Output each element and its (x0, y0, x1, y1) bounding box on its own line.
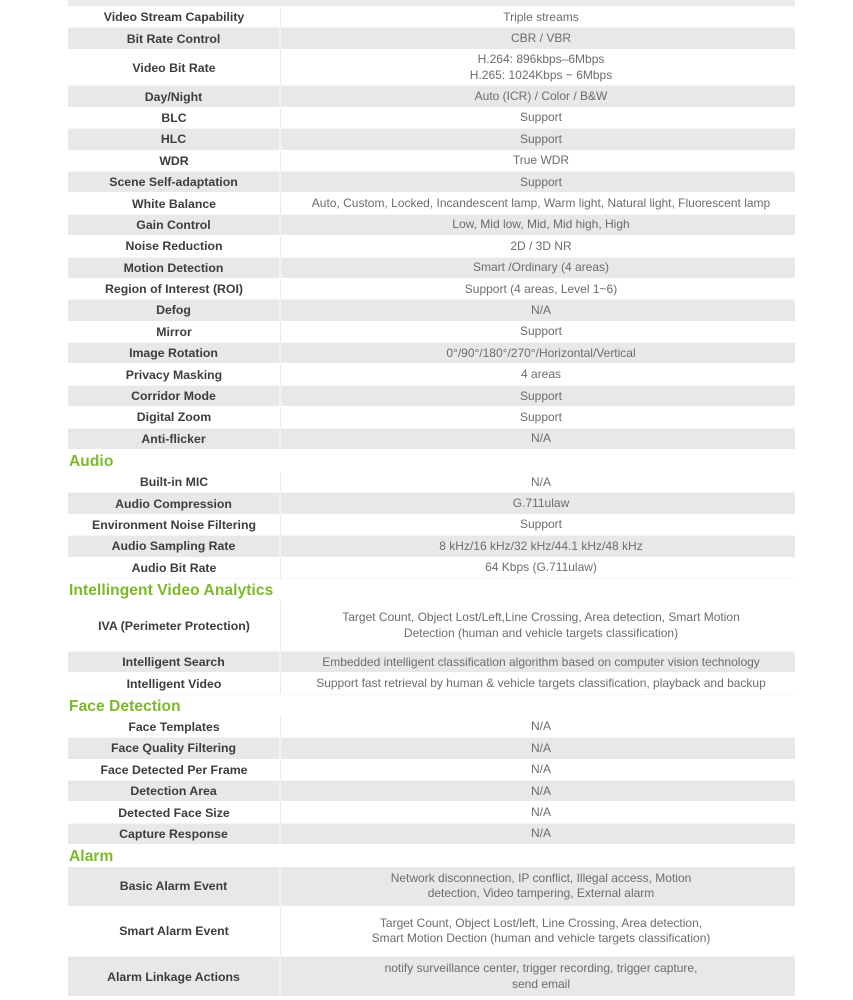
spec-label: Image Rotation (68, 343, 281, 363)
spec-section (68, 450, 795, 579)
spec-value: Support (4 areas, Level 1~6) (464, 281, 618, 296)
spec-value: Support (519, 409, 563, 424)
section-title: Intellingent Video Analytics (69, 581, 274, 599)
spec-section (68, 695, 795, 845)
spec-value: N/A (530, 474, 551, 489)
spec-value: Support (519, 110, 563, 125)
spec-label: Smart Alarm Event (68, 907, 281, 957)
spec-row (68, 802, 795, 823)
spec-label: Audio Bit Rate (68, 558, 281, 578)
spec-label: Region of Interest (ROI) (68, 279, 281, 299)
spec-value (281, 957, 795, 996)
spec-row (68, 279, 795, 300)
spec-label: Day/Night (68, 86, 281, 106)
spec-label: Audio Sampling Rate (68, 536, 281, 556)
spec-value: Auto (ICR) / Color / B&W (474, 89, 608, 104)
spec-row (68, 738, 795, 759)
spec-row (68, 717, 795, 738)
spec-row (68, 28, 795, 49)
spec-value: 2D / 3D NR (510, 238, 572, 253)
spec-value: Smart /Ordinary (4 areas) (472, 260, 610, 275)
spec-label: Defog (68, 300, 281, 320)
spec-row (68, 472, 795, 493)
spec-section (68, 845, 795, 997)
spec-value: Support (519, 131, 563, 146)
spec-row (68, 515, 795, 536)
spec-value-line: Target Count, Object Lost/left, Line Crossing, Area detection, (379, 915, 703, 930)
spec-row (68, 673, 795, 694)
spec-table (68, 0, 795, 997)
spec-label: Corridor Mode (68, 386, 281, 406)
spec-row (68, 322, 795, 343)
spec-row (68, 7, 795, 28)
spec-row (68, 907, 795, 958)
spec-value-line: send email (511, 976, 571, 991)
spec-label: Intelligent Video (68, 673, 281, 693)
spec-value: Low, Mid low, Mid, Mid high, High (452, 217, 630, 232)
spec-label: Mirror (68, 322, 281, 342)
section-title: Audio (69, 453, 114, 471)
spec-label: Detection Area (68, 781, 281, 801)
spec-row (68, 601, 795, 652)
spec-row (68, 129, 795, 150)
spec-label: Video Stream Capability (68, 7, 281, 27)
spec-value-line: Target Count, Object Lost/Left,Line Crossing, Area detection, Smart Motion (342, 610, 740, 625)
spec-label: Scene Self-adaptation (68, 172, 281, 192)
spec-row (68, 429, 795, 450)
spec-label: HLC (68, 129, 281, 149)
spec-value (281, 50, 795, 86)
spec-section (68, 7, 795, 450)
spec-row (68, 300, 795, 321)
spec-value: N/A (530, 719, 551, 734)
spec-row (68, 760, 795, 781)
spec-value (281, 601, 795, 651)
spec-value-line: Detection (human and vehicle targets classification) (403, 625, 679, 640)
spec-row (68, 386, 795, 407)
spec-label: Privacy Masking (68, 364, 281, 384)
spec-label: Bit Rate Control (68, 28, 281, 48)
spec-label: Gain Control (68, 215, 281, 235)
spec-label: Noise Reduction (68, 236, 281, 256)
spec-row (68, 407, 795, 428)
spec-row (68, 193, 795, 214)
spec-value: N/A (530, 740, 551, 755)
spec-label: Capture Response (68, 824, 281, 844)
spec-label: Motion Detection (68, 258, 281, 278)
spec-value: Triple streams (503, 9, 579, 24)
spec-value: N/A (530, 826, 551, 841)
spec-row (68, 867, 795, 907)
spec-value-line: Network disconnection, IP conflict, Illegal access, Motion (390, 870, 692, 885)
section-title: Face Detection (69, 697, 181, 715)
spec-label: Audio Compression (68, 493, 281, 513)
spec-value: N/A (530, 302, 551, 317)
spec-label: WDR (68, 151, 281, 171)
spec-label: Detected Face Size (68, 802, 281, 822)
spec-label: Video Bit Rate (68, 50, 281, 86)
spec-value: N/A (530, 805, 551, 819)
spec-row (68, 364, 795, 385)
spec-value (281, 867, 795, 906)
spec-value: Support fast retrieval by human & vehicle targets classification, playback and backup (316, 676, 766, 691)
spec-row (68, 343, 795, 364)
spec-value: True WDR (512, 153, 570, 168)
spec-value: 0°/90°/180°/270°/Horizontal/Vertical (446, 345, 636, 360)
spec-value-line: notify surveillance center, trigger recording, trigger capture, (384, 960, 698, 975)
spec-value: CBR / VBR (510, 31, 571, 46)
spec-value: Support (519, 174, 563, 189)
spec-value-line: Smart Motion Dection (human and vehicle targets classification) (371, 931, 711, 946)
spec-value-line: H.264: 896kbps–6Mbps (477, 51, 605, 66)
spec-row (68, 236, 795, 257)
spec-label: Alarm Linkage Actions (68, 957, 281, 996)
spec-label: IVA (Perimeter Protection) (68, 601, 281, 651)
spec-value: Support (519, 388, 563, 403)
spec-value: 4 areas (520, 367, 562, 382)
spec-value: 8 kHz/16 kHz/32 kHz/44.1 kHz/48 kHz (439, 538, 643, 553)
spec-value-line: detection, Video tampering, External alarm (427, 886, 655, 901)
spec-row (68, 493, 795, 514)
spec-value: Embedded intelligent classification algorithm based on computer vision technology (322, 654, 760, 669)
spec-label: Face Templates (68, 717, 281, 737)
spec-row (68, 824, 795, 845)
spec-value: Auto, Custom, Locked, Incandescent lamp, Warm light, Natural light, Fluorescent lamp (311, 196, 771, 211)
spec-section (68, 579, 795, 695)
spec-row (68, 151, 795, 172)
section-title: Alarm (69, 848, 114, 866)
spec-row (68, 558, 795, 579)
spec-value: 64 Kbps (G.711ulaw) (485, 560, 597, 575)
spec-label: Face Quality Filtering (68, 738, 281, 758)
spec-row (68, 172, 795, 193)
spec-row (68, 215, 795, 236)
spec-row (68, 781, 795, 802)
spec-row (68, 50, 795, 87)
spec-value: G.711ulaw (512, 496, 570, 511)
spec-label: Anti-flicker (68, 429, 281, 449)
spec-label: BLC (68, 108, 281, 128)
spec-row (68, 957, 795, 997)
spec-value: N/A (530, 762, 551, 777)
spec-label: Basic Alarm Event (68, 867, 281, 906)
spec-label: Environment Noise Filtering (68, 515, 281, 535)
spec-row (68, 258, 795, 279)
spec-label: Face Detected Per Frame (68, 760, 281, 780)
spec-value: Support (519, 324, 563, 339)
spec-value: N/A (530, 783, 551, 798)
spec-row (68, 652, 795, 673)
partial-row-top (68, 0, 795, 7)
spec-label: Digital Zoom (68, 407, 281, 427)
spec-value: N/A (530, 431, 551, 446)
spec-label: White Balance (68, 193, 281, 213)
spec-row (68, 86, 795, 107)
spec-row (68, 536, 795, 557)
spec-value-line: H.265: 1024Kbps ~ 6Mbps (469, 67, 613, 82)
spec-value (281, 907, 795, 957)
spec-value: Support (519, 517, 563, 532)
spec-label: Intelligent Search (68, 652, 281, 672)
spec-label: Built-in MIC (68, 472, 281, 492)
spec-row (68, 108, 795, 129)
